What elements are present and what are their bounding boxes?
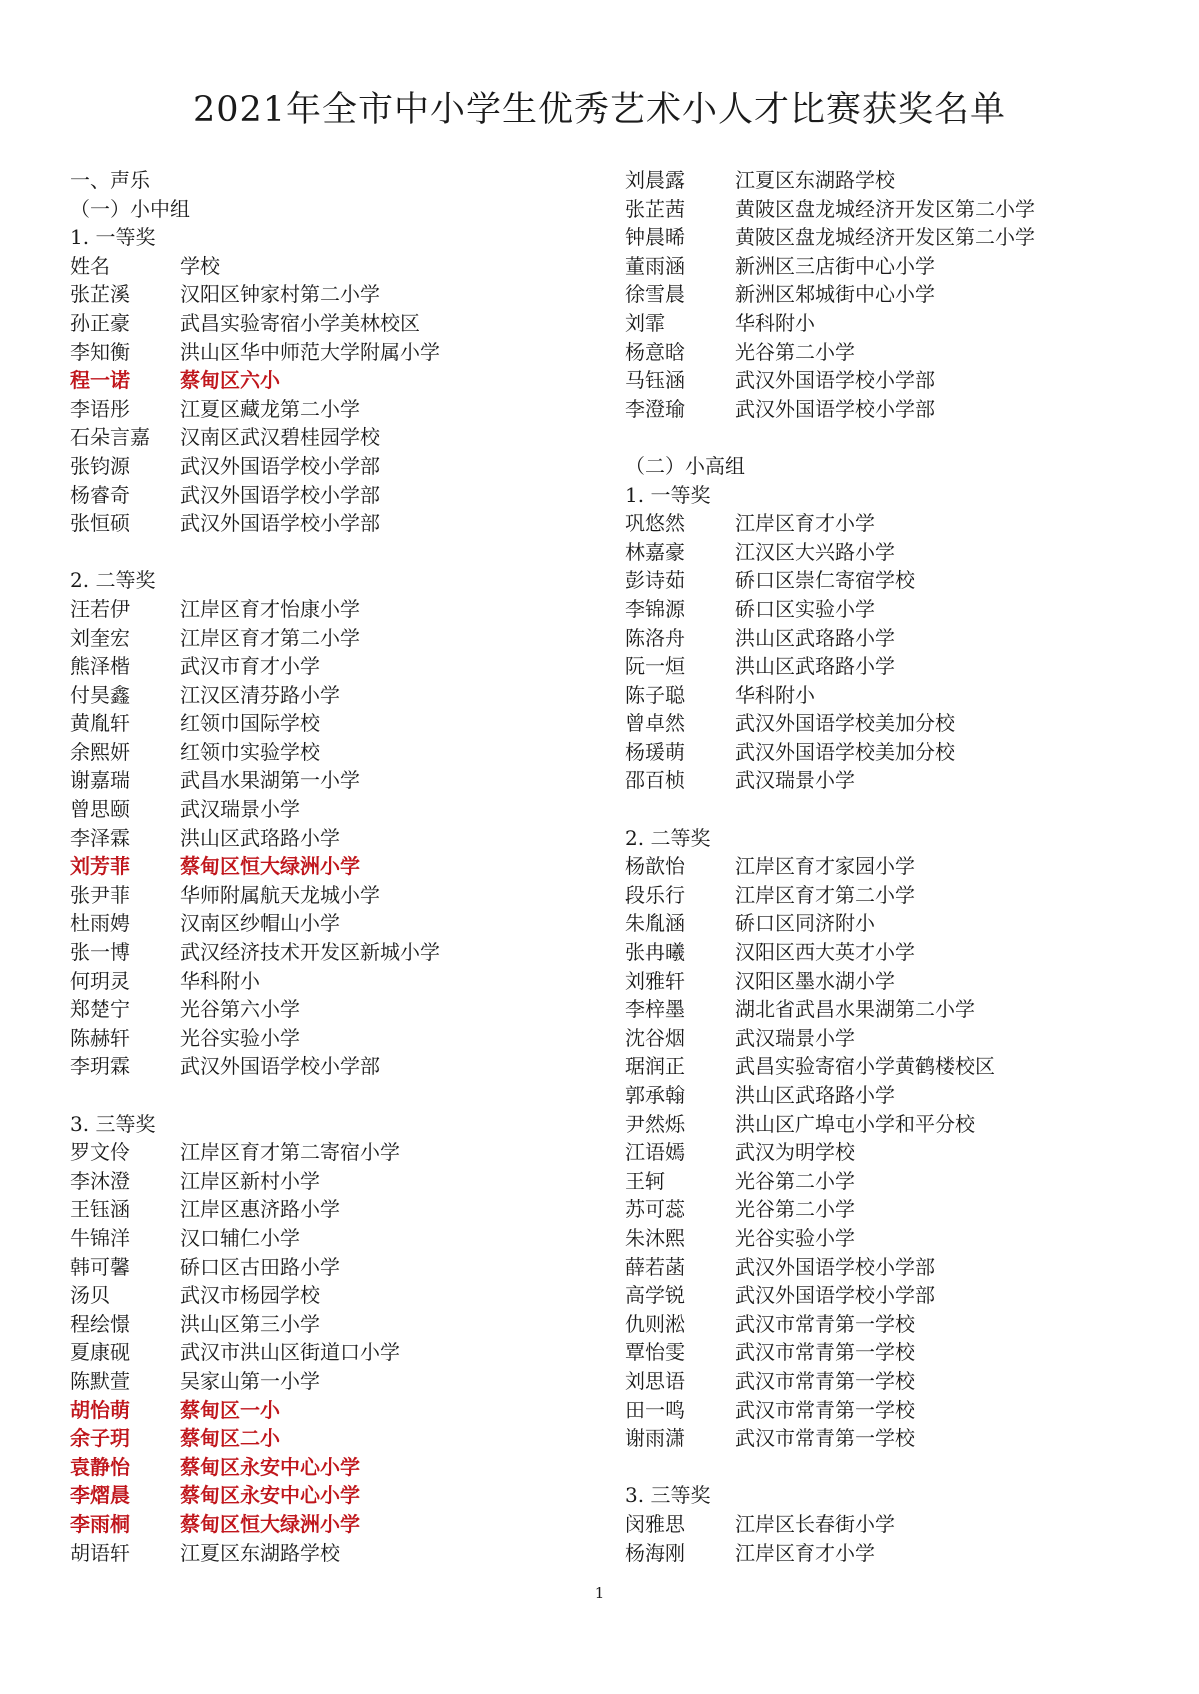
award-entry [70,881,570,910]
school-name: 江夏区东湖路学校 [735,168,895,192]
school-name: 黄陂区盘龙城经济开发区第二小学 [735,196,1035,221]
award-entry [70,1396,570,1425]
school-name: 光谷第六小学 [180,997,300,1022]
student-name: 李语彤 [70,396,130,421]
school-name: 武汉市常青第一学校 [735,1368,915,1393]
school-name: 江岸区育才第二寄宿小学 [180,1140,400,1165]
student-name: 杜雨娉 [70,911,130,936]
school-name: 武汉外国语学校小学部 [180,453,380,478]
award-entry [625,395,1165,424]
student-name: 闵雅思 [625,1511,685,1536]
school-name: 吴家山第一小学 [180,1368,320,1393]
student-name: 李澄瑜 [625,396,685,421]
spacer [70,1081,570,1110]
school-name: 江岸区长春街小学 [735,1511,895,1536]
school-name: 武汉外国语学校小学部 [735,1254,935,1279]
award-entry [625,1138,1165,1167]
award-entry [70,280,570,309]
student-name: 郭承翰 [625,1083,685,1107]
school-name: 武汉为明学校 [735,1140,855,1165]
student-name: 曾思颐 [70,797,130,822]
award-entry [70,1338,570,1367]
page-number: 1 [594,1584,605,1602]
school-name: 光谷实验小学 [735,1225,855,1250]
school-name: 光谷第二小学 [735,339,855,364]
award-entry [70,252,570,281]
award-entry [70,995,570,1024]
student-name: 马钰涵 [625,368,685,393]
school-name: 武汉市育才小学 [180,654,320,679]
award-entry [70,1138,570,1167]
school-name: 洪山区华中师范大学附属小学 [180,339,440,364]
student-name: 李锦源 [625,596,685,621]
student-name: 牛锦洋 [70,1225,130,1250]
student-name: 巩悠然 [625,511,685,536]
school-name: 华科附小 [735,310,815,335]
award-entry [70,766,570,795]
award-entry [70,1453,570,1482]
award-entry [625,1167,1165,1196]
student-name: 何玥灵 [70,968,130,993]
award-entry [70,395,570,424]
student-name: 朱胤涵 [625,911,685,936]
student-name: 王钰涵 [70,1197,130,1222]
school-name: 武汉市常青第一学校 [735,1426,915,1451]
student-name: 薛若菡 [625,1254,685,1279]
school-name: 武汉外国语学校小学部 [735,1283,935,1308]
school-name: 洪山区第三小学 [180,1311,320,1336]
student-name: 李熠晨 [70,1483,130,1508]
award-entry [70,366,570,395]
award-entry [70,481,570,510]
student-name: 夏康砚 [70,1340,130,1365]
award-entry [625,166,1165,195]
award-entry [625,366,1165,395]
school-name: 光谷第二小学 [735,1168,855,1193]
student-name: 张钧源 [70,453,130,478]
student-name: 刘奎宏 [70,625,130,650]
award-entry [70,595,570,624]
award-entry [70,909,570,938]
student-name: 余熙妍 [70,739,130,764]
student-name: 杨睿奇 [70,482,130,507]
school-name: 蔡甸区永安中心小学 [180,1454,360,1479]
award-entry [625,1539,1165,1568]
student-name: 罗文伶 [70,1140,130,1165]
award-entry [625,595,1165,624]
school-name: 江夏区东湖路学校 [180,1540,340,1565]
school-name: 江岸区育才小学 [735,511,875,536]
student-name: 刘雅轩 [625,968,685,993]
student-name: 黄胤轩 [70,711,130,736]
student-name: 姓名 [70,253,110,278]
student-name: 刘思语 [625,1368,685,1393]
student-name: 苏可蕊 [625,1197,685,1222]
student-name: 覃怡雯 [625,1340,685,1365]
award-entry [70,423,570,452]
award-entry [625,766,1165,795]
award-entry [625,1024,1165,1053]
section-heading: 一、声乐 [70,168,150,192]
spacer [625,795,1165,824]
school-name: 红领巾国际学校 [180,711,320,736]
award-entry [70,338,570,367]
award-entry [625,338,1165,367]
school-name: 武汉市常青第一学校 [735,1397,915,1422]
student-name: 张尹菲 [70,882,130,907]
award-entry [625,1253,1165,1282]
award-entry [70,938,570,967]
student-name: 熊泽楷 [70,654,130,679]
award-entry [625,1338,1165,1367]
school-name: 武汉市杨园学校 [180,1283,320,1308]
school-name: 武汉外国语学校小学部 [735,396,935,421]
school-name: 蔡甸区一小 [180,1397,280,1422]
school-name: 武汉瑞景小学 [735,1025,855,1050]
school-name: 光谷第二小学 [735,1197,855,1222]
school-name: 武昌实验寄宿小学美林校区 [180,310,420,335]
award-entry [625,738,1165,767]
school-name: 汉阳区西大英才小学 [735,940,915,965]
student-name: 阮一烜 [625,654,685,679]
award-entry [625,1110,1165,1139]
award-entry [625,1195,1165,1224]
student-name: 徐雪晨 [625,282,685,307]
school-name: 蔡甸区二小 [180,1426,280,1451]
student-name: 仇则淞 [625,1311,685,1336]
student-name: 汪若伊 [70,596,130,621]
award-entry [625,1310,1165,1339]
school-name: 江岸区育才第二小学 [180,625,360,650]
school-name: 硚口区同济附小 [735,911,875,936]
student-name: 韩可馨 [70,1254,130,1279]
school-name: 武汉外国语学校美加分校 [735,739,955,764]
award-entry [70,738,570,767]
school-name: 江夏区藏龙第二小学 [180,396,360,421]
student-name: 段乐行 [625,882,685,907]
award-entry [625,709,1165,738]
student-name: 刘霏 [625,310,665,335]
award-entry [70,681,570,710]
student-name: 钟晨晞 [625,225,685,250]
school-name: 红领巾实验学校 [180,739,320,764]
school-name: 武汉外国语学校小学部 [735,368,935,393]
school-name: 新洲区邾城街中心小学 [735,282,935,307]
student-name: 谢嘉瑞 [70,768,130,793]
section-heading: （二）小高组 [625,453,745,478]
award-entry [70,1539,570,1568]
award-entry [70,1510,570,1539]
student-name: 张恒硕 [70,511,130,536]
school-name: 洪山区武珞路小学 [735,654,895,679]
school-name: 学校 [180,253,220,278]
school-name: 江岸区育才小学 [735,1540,875,1565]
student-name: 李泽霖 [70,825,130,850]
student-name: 杨瑗萌 [625,739,685,764]
student-name: 董雨涵 [625,253,685,278]
school-name: 硚口区崇仁寄宿学校 [735,568,915,593]
award-entry [70,967,570,996]
section-heading: 1. 一等奖 [70,225,156,250]
school-name: 江岸区育才怡康小学 [180,596,360,621]
section-heading: 3. 三等奖 [625,1483,711,1508]
award-entry [625,624,1165,653]
award-entry [70,1310,570,1339]
award-entry [70,795,570,824]
school-name: 江汉区大兴路小学 [735,539,895,564]
award-entry [625,1224,1165,1253]
student-name: 田一鸣 [625,1397,685,1422]
student-name: 陈洛舟 [625,625,685,650]
school-name: 新洲区三店街中心小学 [735,253,935,278]
student-name: 琚润正 [625,1054,685,1079]
award-entry [625,1052,1165,1081]
award-entry [70,824,570,853]
student-name: 孙正豪 [70,310,130,335]
student-name: 刘晨露 [625,168,685,192]
school-name: 汉南区纱帽山小学 [180,911,340,936]
student-name: 张一博 [70,940,130,965]
school-name: 蔡甸区永安中心小学 [180,1483,360,1508]
school-name: 洪山区武珞路小学 [735,625,895,650]
school-name: 江汉区清芬路小学 [180,682,340,707]
school-name: 武昌水果湖第一小学 [180,768,360,793]
student-name: 石朵言嘉 [70,425,150,450]
award-entry [70,652,570,681]
spacer [625,423,1165,452]
student-name: 张芷茜 [625,196,685,221]
award-entry [625,1396,1165,1425]
award-entry [625,1367,1165,1396]
award-entry [70,1424,570,1453]
award-entry [625,252,1165,281]
award-entry [70,509,570,538]
student-name: 汤贝 [70,1283,110,1308]
student-name: 郑楚宁 [70,997,130,1022]
student-name: 尹然烁 [625,1111,685,1136]
school-name: 武汉市常青第一学校 [735,1311,915,1336]
student-name: 李沐澄 [70,1168,130,1193]
school-name: 武汉瑞景小学 [180,797,300,822]
school-name: 华科附小 [180,968,260,993]
award-entry [625,967,1165,996]
award-entry [625,223,1165,252]
student-name: 张芷溪 [70,282,130,307]
right-column [625,166,1165,1567]
award-entry [625,909,1165,938]
student-name: 胡怡萌 [70,1397,130,1422]
award-entry [70,1195,570,1224]
student-name: 邵百桢 [625,768,685,793]
award-entry [625,938,1165,967]
school-name: 武汉市常青第一学校 [735,1340,915,1365]
award-entry [625,538,1165,567]
school-name: 洪山区广埠屯小学和平分校 [735,1111,975,1136]
spacer [625,1453,1165,1482]
student-name: 曾卓然 [625,711,685,736]
student-name: 袁静怡 [70,1454,130,1479]
section-heading: 2. 二等奖 [625,825,711,850]
student-name: 张冉曦 [625,940,685,965]
spacer [70,538,570,567]
school-name: 武汉外国语学校小学部 [180,482,380,507]
award-entry [625,852,1165,881]
award-entry [70,1281,570,1310]
award-entry [625,881,1165,910]
school-name: 江岸区惠济路小学 [180,1197,340,1222]
school-name: 光谷实验小学 [180,1025,300,1050]
award-entry [625,1424,1165,1453]
student-name: 程绘憬 [70,1311,130,1336]
school-name: 黄陂区盘龙城经济开发区第二小学 [735,225,1035,250]
award-entry [625,280,1165,309]
school-name: 武汉外国语学校小学部 [180,1054,380,1079]
student-name: 彭诗茹 [625,568,685,593]
student-name: 李玥霖 [70,1054,130,1079]
award-entry [70,709,570,738]
school-name: 汉阳区钟家村第二小学 [180,282,380,307]
school-name: 汉南区武汉碧桂园学校 [180,425,380,450]
school-name: 湖北省武昌水果湖第二小学 [735,997,975,1022]
student-name: 谢雨潇 [625,1426,685,1451]
page-title: 2021年全市中小学生优秀艺术小人才比赛获奖名单 [192,90,1007,130]
school-name: 武汉市洪山区街道口小学 [180,1340,400,1365]
student-name: 沈谷烟 [625,1025,685,1050]
award-entry [70,1481,570,1510]
award-entry [625,566,1165,595]
award-entry [625,509,1165,538]
school-name: 蔡甸区恒大绿洲小学 [180,1511,360,1536]
student-name: 付昊鑫 [70,682,130,707]
school-name: 硚口区古田路小学 [180,1254,340,1279]
school-name: 汉阳区墨水湖小学 [735,968,895,993]
school-name: 华师附属航天龙城小学 [180,882,380,907]
school-name: 武汉外国语学校小学部 [180,511,380,536]
student-name: 余子玥 [70,1426,130,1451]
school-name: 武昌实验寄宿小学黄鹤楼校区 [735,1054,995,1079]
student-name: 林嘉豪 [625,539,685,564]
student-name: 程一诺 [70,368,130,393]
school-name: 江岸区育才第二小学 [735,882,915,907]
student-name: 李雨桐 [70,1511,130,1536]
award-entry [625,1510,1165,1539]
student-name: 杨海刚 [625,1540,685,1565]
award-entry [70,452,570,481]
school-name: 汉口辅仁小学 [180,1225,300,1250]
section-heading: 2. 二等奖 [70,568,156,593]
student-name: 陈子聪 [625,682,685,707]
student-name: 王轲 [625,1168,665,1193]
student-name: 江语嫣 [625,1140,685,1165]
school-name: 武汉外国语学校美加分校 [735,711,955,736]
school-name: 武汉瑞景小学 [735,768,855,793]
section-heading: （一）小中组 [70,196,190,221]
student-name: 陈默萱 [70,1368,130,1393]
award-entry [70,1167,570,1196]
school-name: 江岸区新村小学 [180,1168,320,1193]
award-entry [70,624,570,653]
student-name: 李梓墨 [625,997,685,1022]
student-name: 高学锐 [625,1283,685,1308]
student-name: 杨意晗 [625,339,685,364]
award-entry [70,1224,570,1253]
award-entry [70,1024,570,1053]
section-heading: 3. 三等奖 [70,1111,156,1136]
award-entry [70,852,570,881]
student-name: 朱沐熙 [625,1225,685,1250]
school-name: 蔡甸区六小 [180,368,280,393]
award-entry [70,1253,570,1282]
student-name: 李知衡 [70,339,130,364]
section-heading: 1. 一等奖 [625,482,711,507]
award-entry [625,681,1165,710]
award-entry [70,309,570,338]
award-entry [625,309,1165,338]
student-name: 陈赫轩 [70,1025,130,1050]
school-name: 硚口区实验小学 [735,596,875,621]
school-name: 华科附小 [735,682,815,707]
student-name: 刘芳菲 [70,854,130,879]
school-name: 蔡甸区恒大绿洲小学 [180,854,360,879]
student-name: 胡语轩 [70,1540,130,1565]
award-entry [625,995,1165,1024]
award-entry [70,1367,570,1396]
school-name: 洪山区武珞路小学 [180,825,340,850]
left-column [70,166,570,1567]
award-entry [625,652,1165,681]
school-name: 武汉经济技术开发区新城小学 [180,940,440,965]
school-name: 江岸区育才家园小学 [735,854,915,879]
award-entry [70,1052,570,1081]
student-name: 杨歆怡 [625,854,685,879]
award-entry [625,1281,1165,1310]
school-name: 洪山区武珞路小学 [735,1083,895,1107]
award-entry [625,195,1165,224]
award-entry [625,1081,1165,1110]
